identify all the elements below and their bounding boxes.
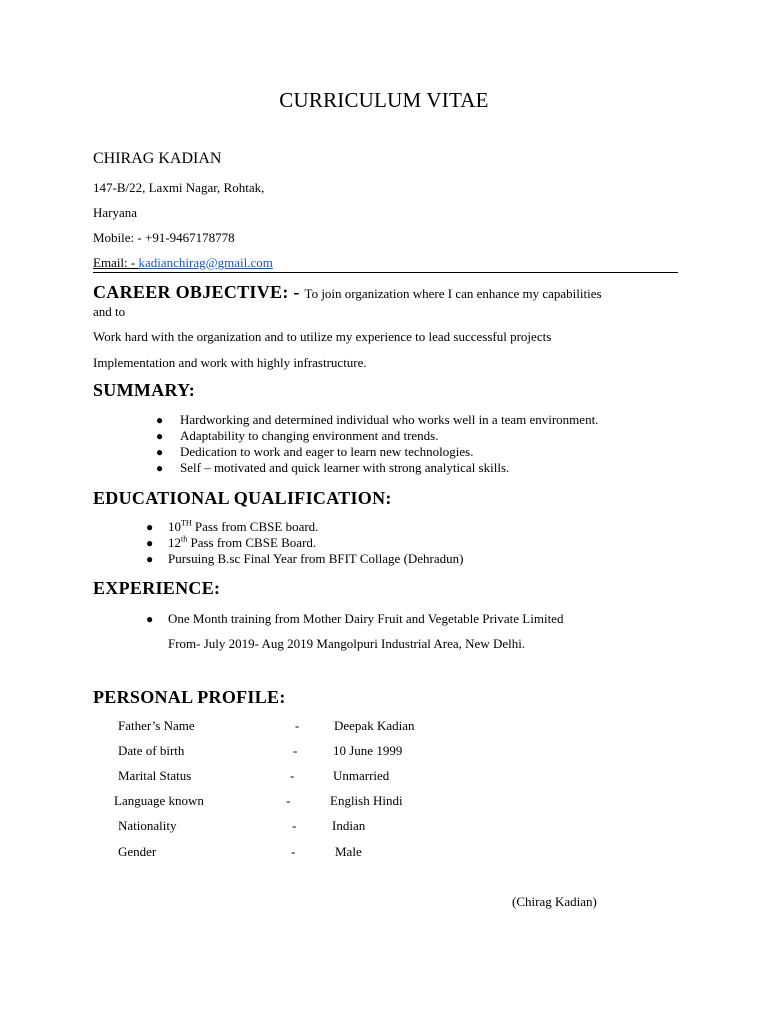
profile-label-marital-status: Marital Status: [118, 768, 192, 783]
list-item: ● Dedication to work and eager to learn new technologies.: [156, 444, 474, 459]
signature: (Chirag Kadian): [512, 894, 597, 909]
experience-heading: EXPERIENCE:: [93, 578, 221, 598]
career-objective-text-3: Work hard with the organization and to utilize my experience to lead successful projects: [93, 329, 552, 344]
profile-separator: -: [293, 743, 298, 758]
applicant-name: CHIRAG KADIAN: [93, 150, 222, 167]
education-heading: EDUCATIONAL QUALIFICATION:: [93, 488, 392, 508]
profile-label-fathers-name: Father’s Name: [118, 718, 195, 733]
profile-label-nationality: Nationality: [118, 818, 177, 833]
profile-separator: -: [290, 768, 295, 783]
experience-detail: From- July 2019- Aug 2019 Mangolpuri Industrial Area, New Delhi.: [168, 636, 526, 651]
mobile-number: Mobile: - +91-9467178778: [93, 230, 235, 245]
career-objective-text-1: To join organization where I can enhance my capabilities: [304, 286, 602, 301]
address-line-2: Haryana: [93, 205, 138, 220]
summary-list: [156, 412, 599, 476]
profile-separator: -: [291, 844, 296, 859]
bullet-icon: ●: [156, 445, 164, 459]
summary-heading: SUMMARY:: [93, 380, 196, 400]
profile-value-nationality: Indian: [332, 818, 366, 833]
profile-separator: -: [286, 793, 291, 808]
career-objective-text-2: and to: [93, 304, 126, 319]
list-item: ● One Month training from Mother Dairy Fruit and Vegetable Private Limited: [146, 611, 564, 626]
document-title: CURRICULUM VITAE: [279, 88, 489, 112]
profile-value-language-known: English Hindi: [330, 793, 403, 808]
bullet-icon: ●: [146, 612, 154, 626]
bullet-icon: ●: [146, 520, 154, 534]
career-objective-heading: CAREER OBJECTIVE: -: [93, 282, 305, 302]
profile-label-language-known: Language known: [114, 793, 204, 808]
profile-label-gender: Gender: [118, 844, 157, 859]
email-line: [93, 255, 273, 271]
bullet-icon: ●: [156, 429, 164, 443]
personal-profile-heading: PERSONAL PROFILE:: [93, 687, 286, 707]
bullet-icon: ●: [146, 552, 154, 566]
bullet-icon: ●: [156, 413, 164, 427]
address-line-1: 147-B/22, Laxmi Nagar, Rohtak,: [93, 180, 265, 195]
profile-label-date-of-birth: Date of birth: [118, 743, 185, 758]
bullet-icon: ●: [146, 536, 154, 550]
email-link[interactable]: kadianchirag@gmail.com: [138, 255, 273, 270]
profile-value-marital-status: Unmarried: [333, 768, 390, 783]
profile-separator: -: [292, 818, 297, 833]
profile-value-date-of-birth: 10 June 1999: [333, 743, 403, 758]
education-list: [146, 518, 464, 567]
list-item: ● Adaptability to changing environment and trends.: [156, 428, 439, 443]
header-divider: [93, 272, 678, 273]
list-item: ● 10TH Pass from CBSE board.: [146, 518, 319, 534]
bullet-icon: ●: [156, 461, 164, 475]
profile-value-gender: Male: [335, 844, 362, 859]
career-objective-line: [93, 282, 602, 303]
list-item: ● Pursuing B.sc Final Year from BFIT Collage (Dehradun): [146, 551, 464, 566]
career-objective-text-4: Implementation and work with highly infrastructure.: [93, 355, 367, 370]
list-item: ● 12th Pass from CBSE Board.: [146, 534, 317, 550]
list-item: ● Self – motivated and quick learner with strong analytical skills.: [156, 460, 510, 475]
list-item: ● Hardworking and determined individual who works well in a team environment.: [156, 412, 599, 427]
profile-value-fathers-name: Deepak Kadian: [334, 718, 415, 733]
email-label: Email: -: [93, 255, 139, 270]
experience-list: [146, 611, 564, 627]
profile-separator: -: [295, 718, 300, 733]
